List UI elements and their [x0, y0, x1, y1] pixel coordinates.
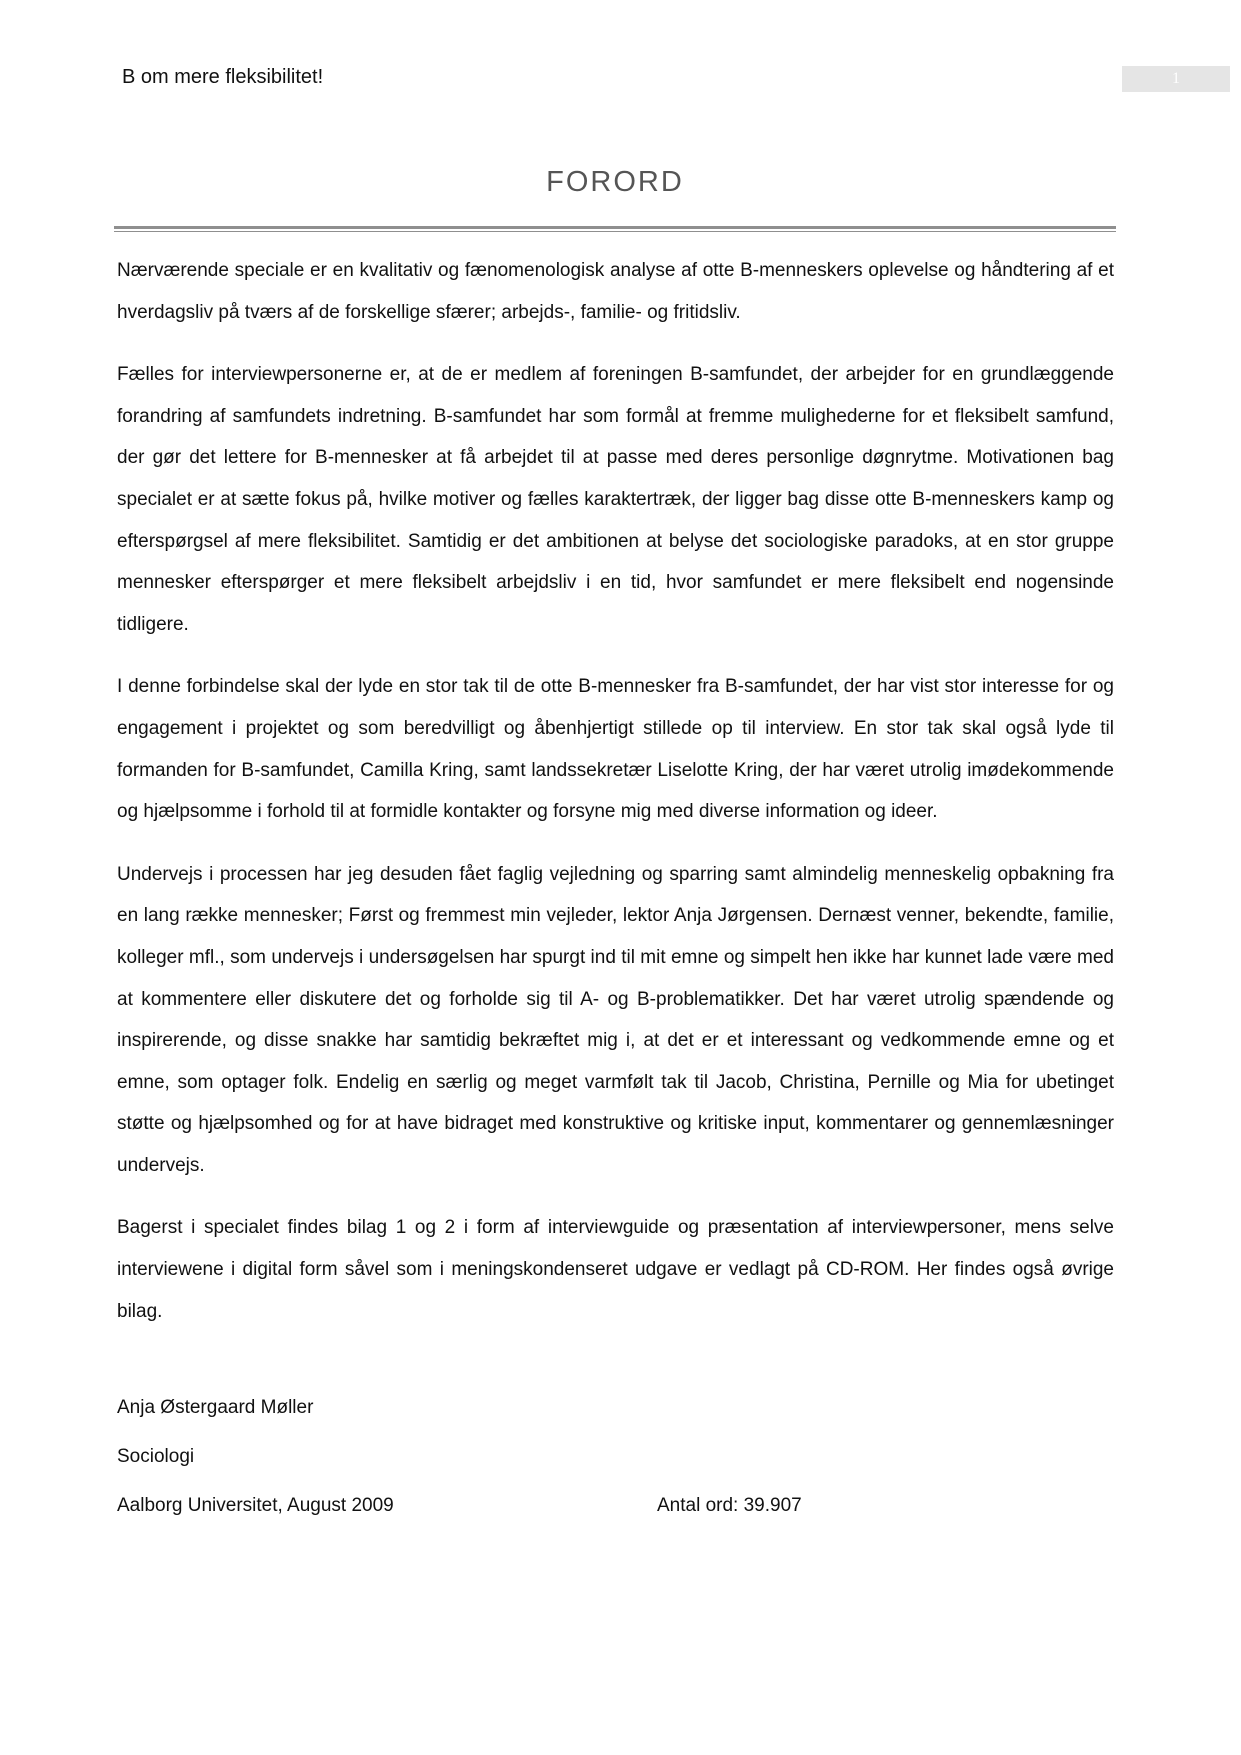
paragraph-appendix: Bagerst i specialet findes bilag 1 og 2 i form af interviewguide og præsentation af interviewpersoner, mens selve interviewene i digital form såvel som i meningskondenseret udgave er vedlagt på CD-ROM. Her findes også øvrige bilag.: [117, 1217, 1114, 1322]
paragraph-thanks: I denne forbindelse skal der lyde en stor tak til de otte B-mennesker fra B-samfundet, der har vist stor interesse for og engagement i projektet og som beredvilligt og åbenhjertigt stillede op til interview. En stor tak skal også lyde til formanden for B-samfundet, Camilla Kring, samt landssekretær Liselotte Kring, der har været utrolig imødekommende og hjælpsomme i forhold til at formidle kontakter og forsyne mig med diverse information og ideer.: [117, 676, 1114, 823]
author-name: Anja Østergaard Møller: [117, 1397, 314, 1418]
signature-footer-line: [117, 1491, 1114, 1521]
running-header-title: B om mere fleksibilitet!: [122, 66, 324, 88]
place-date: Aalborg Universitet, August 2009: [117, 1495, 394, 1516]
page-title: FORORD: [546, 166, 684, 198]
page-number: 1: [1122, 66, 1230, 92]
title-underline-thin: [114, 231, 1116, 232]
word-count: Antal ord: 39.907: [657, 1495, 802, 1516]
paragraph-acknowledgements: Undervejs i processen har jeg desuden fået faglig vejledning og sparring samt almindelig menneskelig opbakning fra en lang række mennesker; Først og fremmest min vejleder, lektor Anja Jørgensen. Dernæst venner, bekendte, familie, kolleger mfl., som undervejs i undersøgelsen har spurgt ind til mit emne og simpelt hen ikke har kunnet lade være med at kommentere eller diskutere det og forholde sig til A- og B-problematikker. Det har været utrolig spændende og inspirerende, og disse snakke har samtidig bekræftet mig i, at det er et interessant og vedkommende emne og et emne, som optager folk. Endelig en særlig og meget varmfølt tak til Jacob, Christina, Pernille og Mia for ubetinget støtte og hjælpsomhed og for at have bidraget med konstruktive og kritiske input, kommentarer og gennemlæsninger undervejs.: [117, 863, 1114, 1176]
title-underline: [114, 226, 1116, 229]
field-of-study: Sociologi: [117, 1446, 195, 1467]
body-text: [117, 250, 1114, 1353]
signature-block: [117, 1393, 1114, 1521]
paragraph-intro: Nærværende speciale er en kvalitativ og fænomenologisk analyse af otte B-menneskers oplevelse og håndtering af et hverdagsliv på tværs af de forskellige sfærer; arbejds-, familie- og fritidsliv.: [117, 260, 1114, 323]
paragraph-interviewees: Fælles for interviewpersonerne er, at de er medlem af foreningen B-samfundet, der arbejder for en grundlæggende forandring af samfundets indretning. B-samfundet har som formål at fremme mulighederne for et fleksibelt samfund, der gør det lettere for B-mennesker at få arbejdet til at passe med deres personlige døgnrytme. Motivationen bag specialet er at sætte fokus på, hvilke motiver og fælles karaktertræk, der ligger bag disse otte B-menneskers kamp og efterspørgsel af mere fleksibilitet. Samtidig er det ambitionen at belyse det sociologiske paradoks, at en stor gruppe mennesker efterspørger et mere fleksibelt arbejdsliv i en tid, hvor samfundet er mere fleksibelt end nogensinde tidligere.: [117, 364, 1114, 635]
